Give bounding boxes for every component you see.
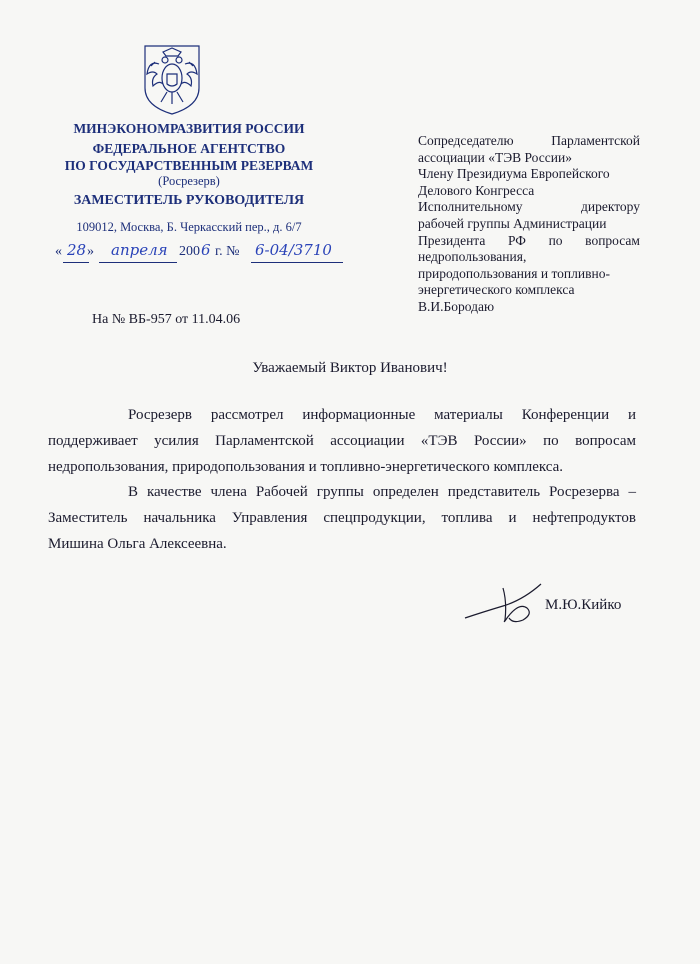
agency-name-line2: ПО ГОСУДАРСТВЕННЫМ РЕЗЕРВАМ xyxy=(64,158,314,173)
addressee-line: природопользования и топливно- xyxy=(418,265,610,281)
addressee-word: Исполнительному xyxy=(418,199,523,215)
date-open-quote: « xyxy=(55,244,62,259)
addressee-word: Президента xyxy=(418,232,486,248)
date-close-quote: » xyxy=(87,244,94,259)
handwritten-signature xyxy=(463,578,553,628)
addressee-line: рабочей группы Администрации xyxy=(418,215,607,231)
addressee-line: энергетического комплекса xyxy=(418,282,575,298)
addressee-word: по xyxy=(548,232,563,248)
ministry-name: МИНЭКОНОМРАЗВИТИЯ РОССИИ xyxy=(73,121,305,136)
doc-number-label: г. № xyxy=(215,244,240,259)
addressee-line: В.И.Бородаю xyxy=(418,298,495,314)
paragraph-2-line: В качестве члена Рабочей группы определен представитель Росрезерва – xyxy=(128,484,636,500)
salutation: Уважаемый Виктор Иванович! xyxy=(252,360,448,376)
paragraph-1-line: недропользования, природопользования и топливно-энергетического комплекса. xyxy=(48,459,564,475)
paragraph-2 xyxy=(48,479,636,557)
agency-name xyxy=(55,140,323,174)
doc-number: 6-04/3710 xyxy=(255,241,332,259)
paragraph-1 xyxy=(48,402,636,480)
addressee-word: директору xyxy=(580,199,640,215)
date-month: апреля xyxy=(111,241,168,259)
addressee-block xyxy=(418,133,640,316)
addressee-word: РФ xyxy=(507,232,526,248)
agency-address: 109012, Москва, Б. Черкасский пер., д. 6/7 xyxy=(76,220,302,234)
addressee-line xyxy=(418,233,640,250)
russian-coat-of-arms-icon xyxy=(137,40,207,116)
paragraph-2-line: Заместитель начальника Управления спецпродукции, топлива и нефтепродуктов xyxy=(48,510,636,526)
addressee-line xyxy=(418,199,640,216)
date-year-prefix: 200 xyxy=(179,244,200,259)
addressee-word: Парламентской xyxy=(551,133,640,148)
date-year-digit: 6 xyxy=(201,241,211,259)
paragraph-1-line: поддерживает усилия Парламентской ассоциации «ТЭВ России» по вопросам xyxy=(48,433,636,449)
position-title: ЗАМЕСТИТЕЛЬ РУКОВОДИТЕЛЯ xyxy=(73,193,305,208)
reference-number: На № ВБ-957 от 11.04.06 xyxy=(92,312,241,327)
addressee-line xyxy=(418,133,640,150)
date-day: 28 xyxy=(67,241,87,259)
paragraph-2-line: Мишина Ольга Алексеевна. xyxy=(48,536,227,552)
agency-short-name: (Росрезерв) xyxy=(158,174,220,188)
addressee-line: Члену Президиума Европейского xyxy=(418,166,610,182)
registration-line xyxy=(55,240,345,266)
addressee-line: ассоциации «ТЭВ России» xyxy=(418,149,572,165)
addressee-line: недропользования, xyxy=(418,249,527,265)
signer-name: М.Ю.Кийко xyxy=(545,597,622,613)
agency-name-line1: ФЕДЕРАЛЬНОЕ АГЕНТСТВО xyxy=(92,141,286,156)
paragraph-1-line: Росрезерв рассмотрел информационные материалы Конференции и xyxy=(128,407,636,423)
addressee-line: Делового Конгресса xyxy=(418,182,535,198)
addressee-word: вопросам xyxy=(585,232,640,248)
addressee-word: Сопредседателю xyxy=(418,133,514,148)
